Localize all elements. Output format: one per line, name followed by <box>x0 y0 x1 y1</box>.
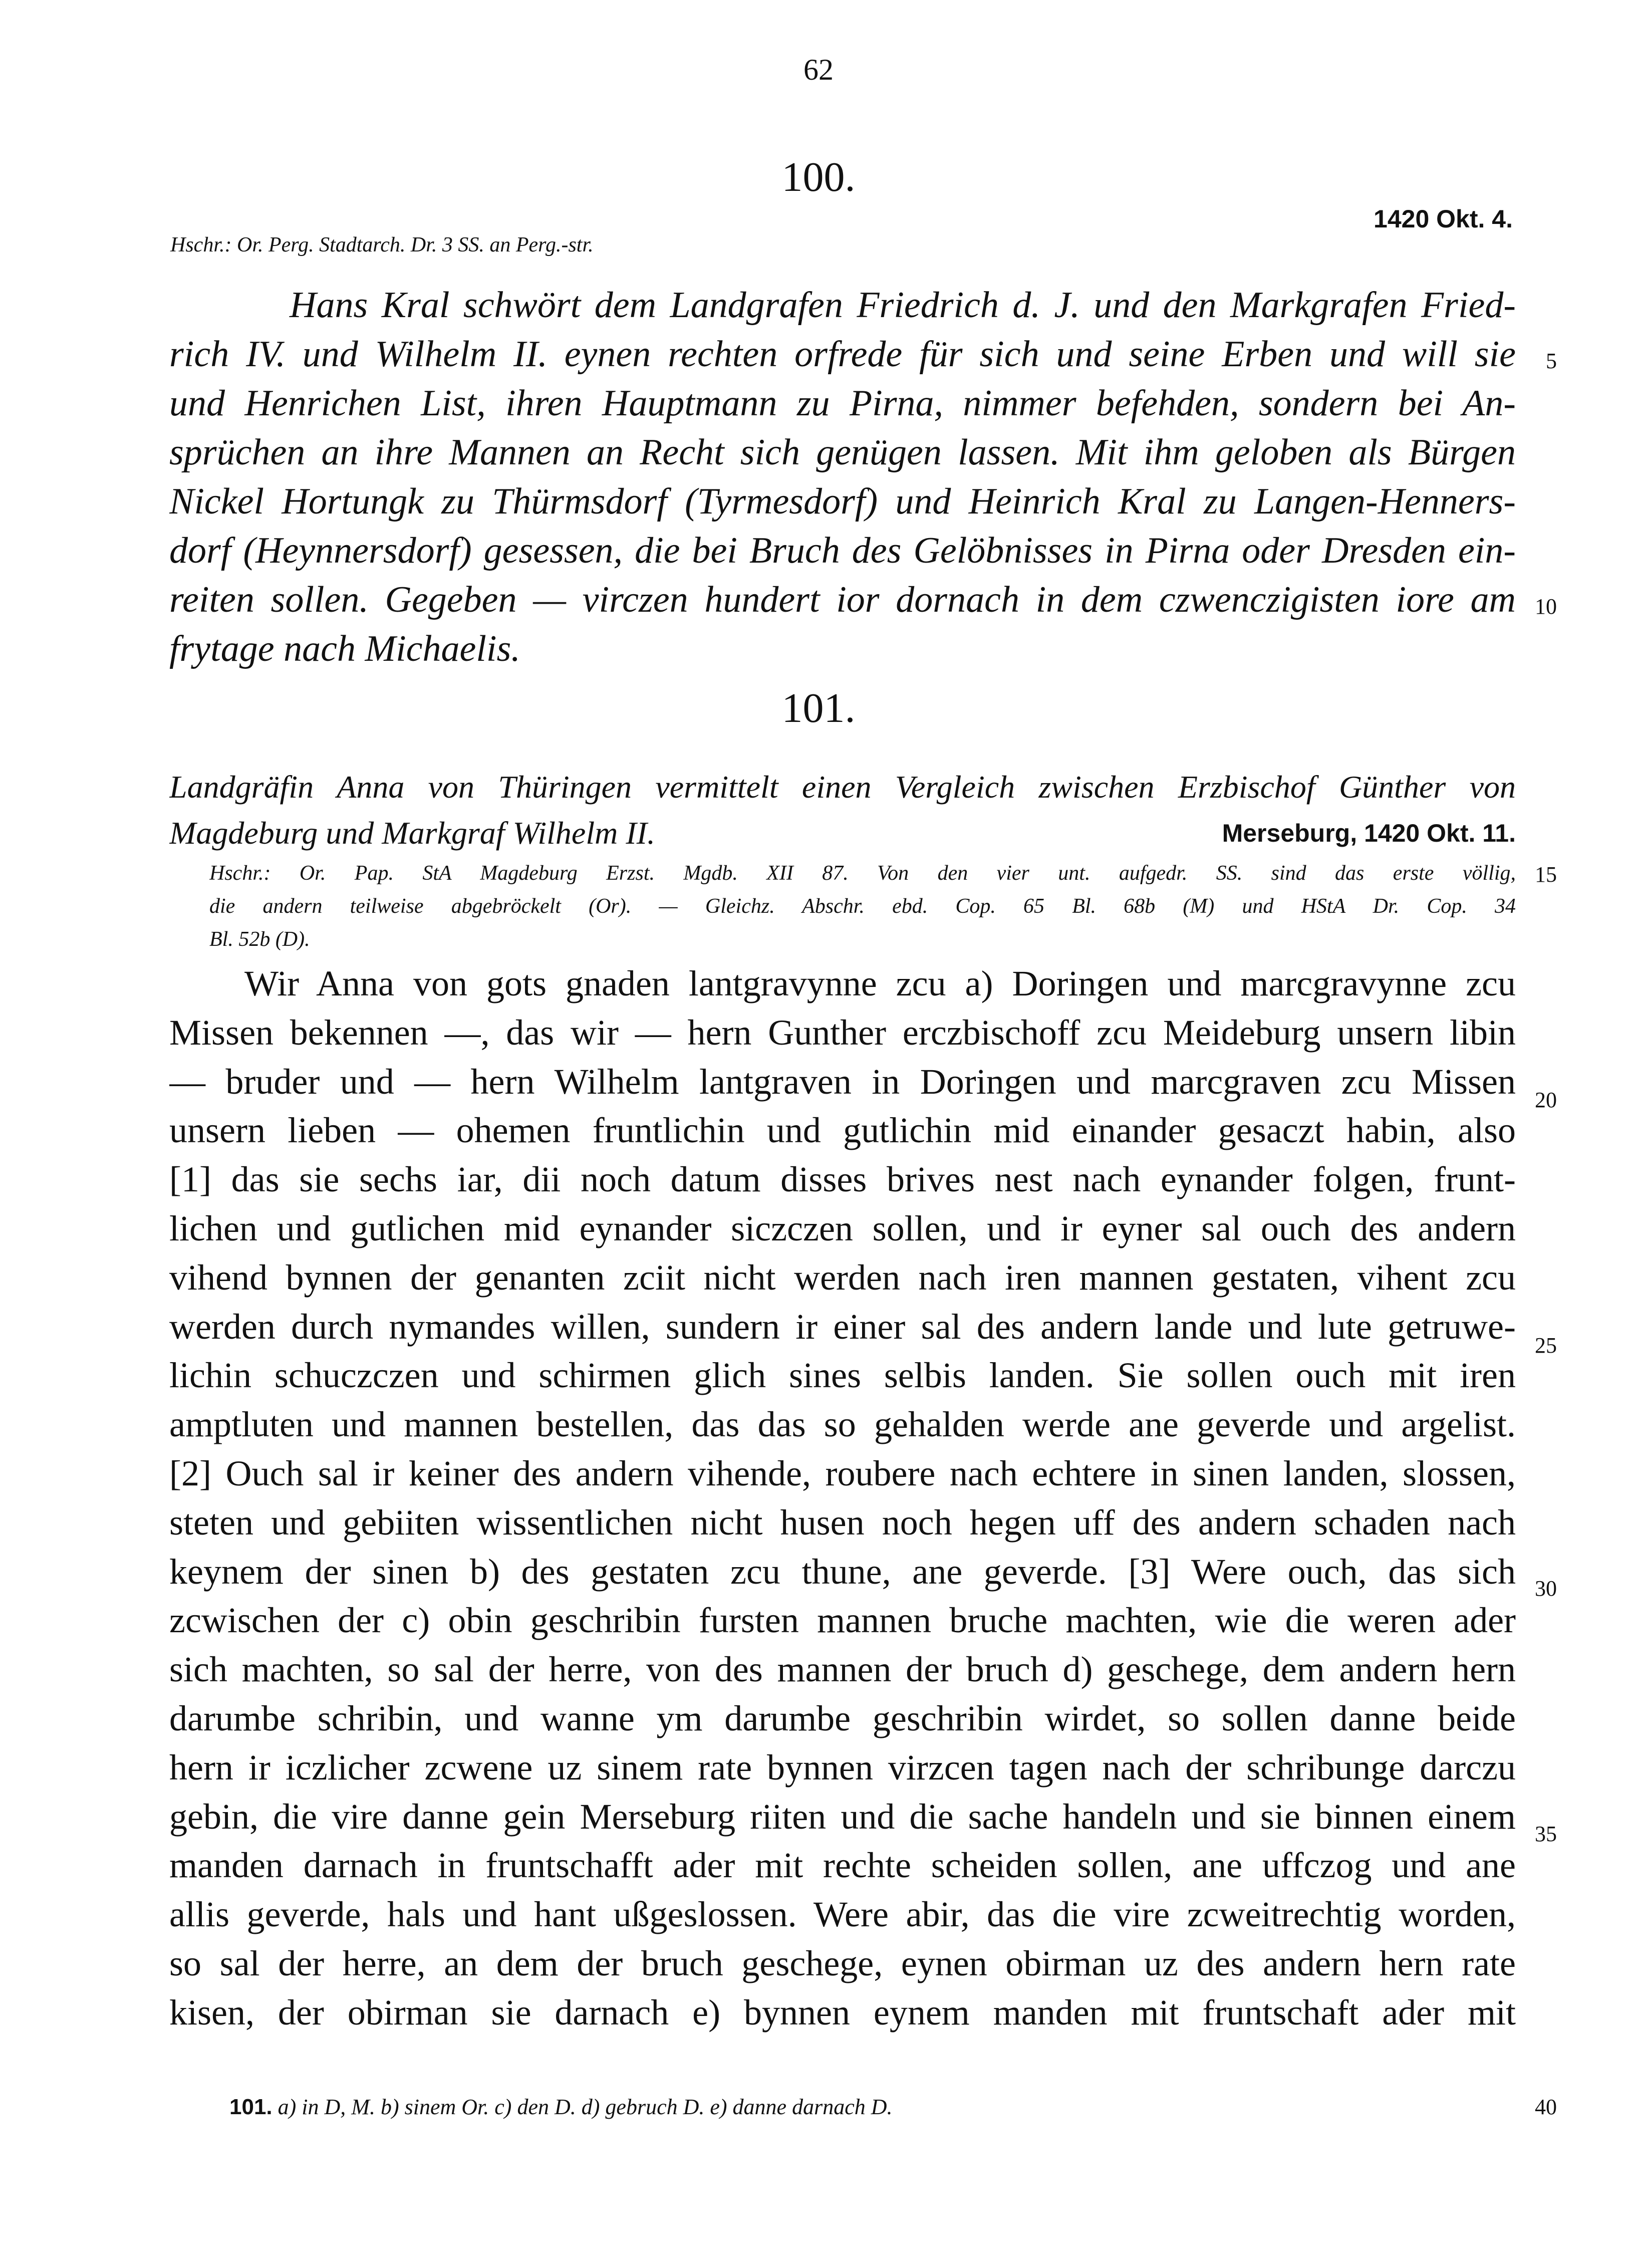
text-line: allis geverde, hals und hant ußgeslossen. Were abir, das die vire zcweitrechtig worden, <box>169 1894 1516 1935</box>
text-line: vihend bynnen der genanten zciit nicht werden nach iren mannen gestaten, vihent zcu <box>169 1257 1516 1298</box>
margin-line-number: 40 <box>1535 2095 1557 2119</box>
text-line: hern ir iczlicher zcwene uz sinem rate bynnen virzcen tagen nach der schribunge darczu <box>169 1747 1516 1788</box>
margin-line-number: 5 <box>1546 349 1557 373</box>
page-number: 62 <box>803 53 834 86</box>
text-line: unsern lieben — ohemen fruntlichin und gutlichin mid einander gesaczt habin, also <box>169 1110 1516 1151</box>
text-line: Missen bekennen —, das wir — hern Gunther erczbischoff zcu Meideburg unsern libin <box>169 1012 1516 1053</box>
regest-line: reiten sollen. Gegeben — virczen hundert ior dornach in dem czwenczigisten iore am <box>169 579 1516 620</box>
document-text-101 <box>169 959 1516 2038</box>
text-line: manden darnach in fruntschafft ader mit rechte scheiden sollen, ane uffczog und ane <box>169 1845 1516 1886</box>
text-line: lichen und gutlichen mid eynander siczczen sollen, und ir eyner sal ouch des andern <box>169 1208 1516 1248</box>
text-line: [2] Ouch sal ir keiner des andern vihende, roubere nach echtere in sinen landen, slossen, <box>169 1453 1516 1493</box>
source-line: die andern teilweise abgebröckelt (Or). — Gleichz. Abschr. ebd. Cop. 65 Bl. 68b (M) und HStA Dr. Cop. 34 <box>209 895 1516 918</box>
regest-line-with-date <box>169 810 1516 856</box>
regest-line: dorf (Heynnersdorf) gesessen, die bei Bruch des Gelöbnisses in Pirna oder Dresden ein- <box>169 530 1516 571</box>
text-line: [1] das sie sechs iar, dii noch datum disses brives nest nach eynander folgen, frunt- <box>169 1159 1516 1200</box>
regest-line: Landgräfin Anna von Thüringen vermittelt einen Vergleich zwischen Erzbischof Günther von <box>169 769 1516 805</box>
text-line: sich machten, so sal der herre, von des mannen der bruch d) geschege, dem andern hern <box>169 1649 1516 1690</box>
regest-line: Magdeburg und Markgraf Wilhelm II. <box>169 815 655 851</box>
text-line: zcwischen der c) obin geschribin fursten mannen bruche machten, wie die weren ader <box>169 1600 1516 1641</box>
margin-line-number: 20 <box>1535 1088 1557 1112</box>
regest-100 <box>169 281 1516 673</box>
footnote-101 <box>229 2094 893 2120</box>
regest-line: Nickel Hortungk zu Thürmsdorf (Tyrmesdorf) und Heinrich Kral zu Langen-Henners- <box>169 481 1516 522</box>
source-note-100: Hschr.: Or. Perg. Stadtarch. Dr. 3 SS. an Perg.-str. <box>170 233 594 257</box>
text-line: kisen, der obirman sie darnach e) bynnen eynem manden mit fruntschaft ader mit <box>169 1992 1516 2033</box>
margin-line-number: 15 <box>1535 862 1557 887</box>
document-date-101: Merseburg, 1420 Okt. 11. <box>1222 819 1516 847</box>
footnote-label: 101. <box>229 2095 272 2119</box>
margin-line-number: 10 <box>1535 594 1557 619</box>
text-line: — bruder und — hern Wilhelm lantgraven in Doringen und marcgraven zcu Missen <box>169 1061 1516 1102</box>
text-line: so sal der herre, an dem der bruch geschege, eynen obirman uz des andern hern rate <box>169 1943 1516 1983</box>
document-number-101: 101. <box>781 685 856 731</box>
text-line: Wir Anna von gots gnaden lantgravynne zcu a) Doringen und marcgravynne zcu <box>244 963 1516 1003</box>
margin-line-number: 30 <box>1535 1576 1557 1601</box>
text-line: gebin, die vire danne gein Merseburg riiten und die sache handeln und sie binnen einem <box>169 1796 1516 1837</box>
source-line: Bl. 52b (D). <box>209 928 310 951</box>
regest-line: frytage nach Michaelis. <box>169 628 520 669</box>
regest-line: sprüchen an ihre Mannen an Recht sich genügen lassen. Mit ihm geloben als Bürgen <box>169 432 1516 473</box>
text-line: darumbe schribin, und wanne ym darumbe geschribin wirdet, so sollen danne beide <box>169 1698 1516 1738</box>
text-line: lichin schuczczen und schirmen glich sines selbis landen. Sie sollen ouch mit iren <box>169 1355 1516 1396</box>
source-note-101 <box>209 857 1516 956</box>
text-line: keynem der sinen b) des gestaten zcu thune, ane geverde. [3] Were ouch, das sich <box>169 1551 1516 1592</box>
text-line: amptluten und mannen bestellen, das das so gehalden werde ane geverde und argelist. <box>169 1404 1516 1445</box>
text-line: steten und gebiiten wissentlichen nicht husen noch hegen uff des andern schaden nach <box>169 1502 1516 1543</box>
margin-line-number: 35 <box>1535 1822 1557 1846</box>
regest-line: Hans Kral schwört dem Landgrafen Friedrich d. J. und den Markgrafen Fried- <box>290 285 1516 326</box>
text-line: werden durch nymandes willen, sundern ir einer sal des andern lande und lute getruwe- <box>169 1306 1516 1347</box>
source-line: Hschr.: Or. Pap. StA Magdeburg Erzst. Mgdb. XII 87. Von den vier unt. aufgedr. SS. sind das erste völlig, <box>209 862 1516 885</box>
footnote-text: a) in D, M. b) sinem Or. c) den D. d) gebruch D. e) danne darnach D. <box>278 2095 893 2119</box>
regest-line: rich IV. und Wilhelm II. eynen rechten orfrede für sich und seine Erben und will sie <box>169 334 1516 375</box>
document-date-100: 1420 Okt. 4. <box>1374 205 1513 233</box>
regest-line: und Henrichen List, ihren Hauptmann zu Pirna, nimmer befehden, sondern bei An- <box>169 383 1516 424</box>
margin-line-number: 25 <box>1535 1333 1557 1358</box>
document-number-100: 100. <box>781 154 856 200</box>
regest-101 <box>169 764 1516 856</box>
